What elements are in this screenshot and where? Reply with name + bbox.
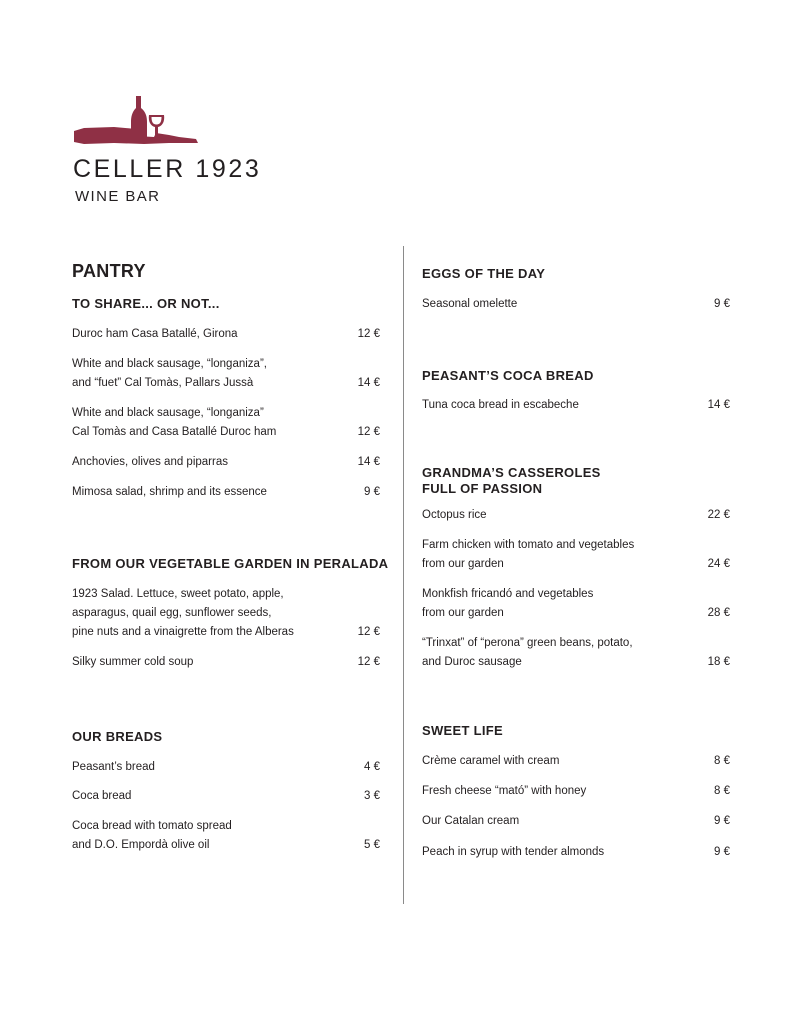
item-price: 24 €: [707, 558, 730, 570]
item-price: 9 €: [714, 815, 730, 827]
brand-name: CELLER 1923: [73, 155, 262, 183]
section-title-sweet-life: SWEET LIFE: [422, 723, 503, 738]
item-price: 28 €: [707, 607, 730, 619]
item-price: 12 €: [357, 328, 380, 340]
section-title-casseroles: GRANDMA’S CASSEROLES FULL OF PASSION: [422, 465, 601, 496]
item-price: 9 €: [714, 846, 730, 858]
menu-item: Coca bread 3 €: [72, 787, 380, 806]
item-price: 12 €: [357, 426, 380, 438]
menu-item: “Trinxat” of “perona” green beans, potato, and Duroc sausage 18 €: [422, 634, 730, 672]
item-price: 12 €: [357, 626, 380, 638]
section-title-vegetable-garden: FROM OUR VEGETABLE GARDEN IN PERALADA: [72, 556, 389, 571]
logo-bottle-glass-icon: [74, 95, 198, 145]
menu-item: Anchovies, olives and piparras 14 €: [72, 453, 380, 472]
item-price: 8 €: [714, 785, 730, 797]
item-price: 14 €: [357, 456, 380, 468]
section-title-our-breads: OUR BREADS: [72, 729, 163, 744]
menu-item: Octopus rice 22 €: [422, 506, 730, 525]
menu-item: White and black sausage, “longaniza” Cal Tomàs and Casa Batallé Duroc ham 12 €: [72, 404, 380, 442]
menu-item: Tuna coca bread in escabeche 14 €: [422, 396, 730, 415]
section-title-to-share: TO SHARE... OR NOT...: [72, 296, 220, 311]
item-price: 5 €: [364, 839, 380, 851]
page-title: PANTRY: [72, 261, 146, 281]
item-price: 22 €: [707, 509, 730, 521]
menu-item: Monkfish fricandó and vegetables from our garden 28 €: [422, 585, 730, 623]
section-title-eggs: EGGS OF THE DAY: [422, 266, 546, 281]
item-price: 12 €: [357, 656, 380, 668]
item-price: 14 €: [357, 377, 380, 389]
menu-item: Our Catalan cream 9 €: [422, 812, 730, 831]
item-price: 18 €: [707, 656, 730, 668]
menu-item: Crème caramel with cream 8 €: [422, 752, 730, 771]
item-price: 14 €: [707, 399, 730, 411]
item-price: 3 €: [364, 790, 380, 802]
menu-item: Fresh cheese “mató” with honey 8 €: [422, 782, 730, 801]
menu-item: Peasant’s bread 4 €: [72, 758, 380, 777]
menu-item: 1923 Salad. Lettuce, sweet potato, apple, asparagus, quail egg, sunflower seeds, pine nuts and a vinaigrette from the Alberas 12 €: [72, 585, 380, 642]
menu-item: White and black sausage, “longaniza”, and “fuet” Cal Tomàs, Pallars Jussà 14 €: [72, 355, 380, 393]
menu-item: Farm chicken with tomato and vegetables from our garden 24 €: [422, 536, 730, 574]
menu-item: Mimosa salad, shrimp and its essence 9 €: [72, 483, 380, 502]
menu-item: Seasonal omelette 9 €: [422, 295, 730, 314]
menu-item: Peach in syrup with tender almonds 9 €: [422, 843, 730, 862]
brand-tagline: WINE BAR: [75, 188, 161, 205]
menu-item: Duroc ham Casa Batallé, Girona 12 €: [72, 325, 380, 344]
column-divider: [403, 246, 404, 904]
item-price: 9 €: [364, 486, 380, 498]
section-title-coca-bread: PEASANT’S COCA BREAD: [422, 368, 594, 383]
menu-item: Silky summer cold soup 12 €: [72, 653, 380, 672]
item-price: 4 €: [364, 761, 380, 773]
item-price: 8 €: [714, 755, 730, 767]
menu-item: Coca bread with tomato spread and D.O. Empordà olive oil 5 €: [72, 817, 380, 855]
item-price: 9 €: [714, 298, 730, 310]
